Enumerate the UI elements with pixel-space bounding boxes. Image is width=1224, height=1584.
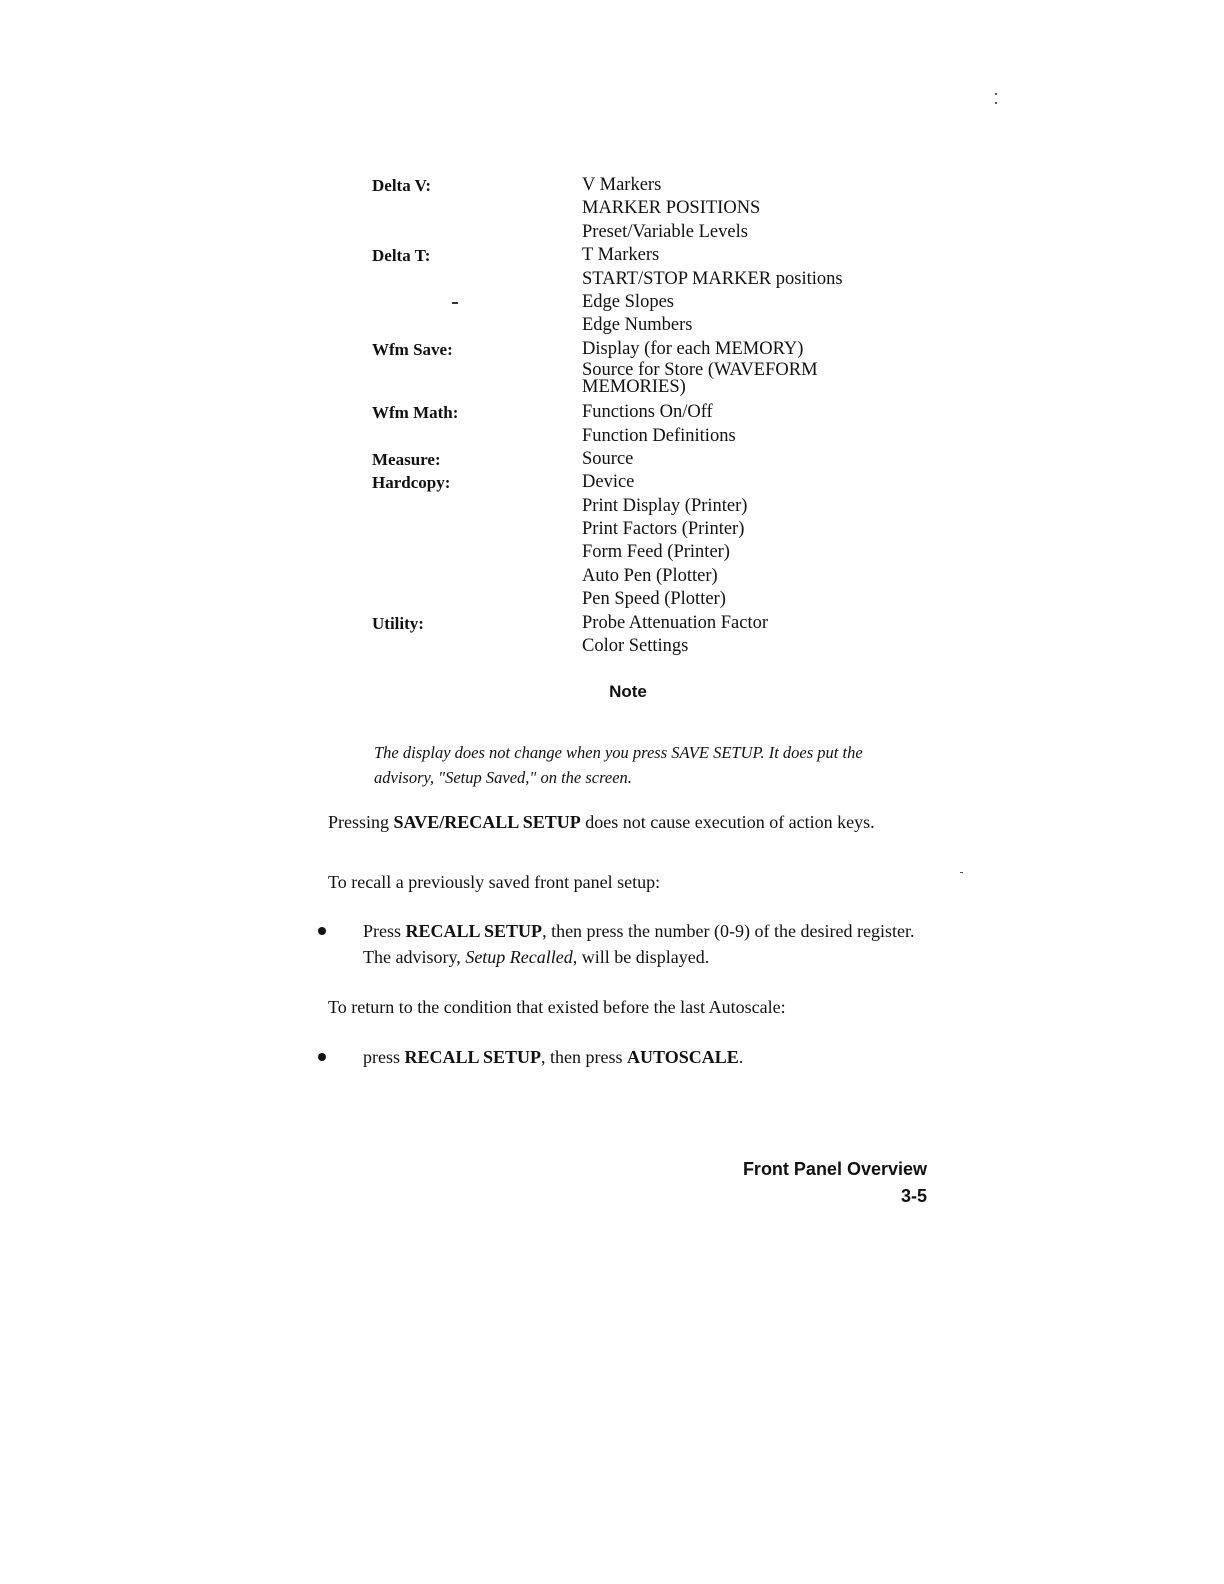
settings-row — [372, 221, 912, 244]
note-text-part: The display does not change when you press — [374, 743, 672, 762]
note-text — [374, 740, 894, 790]
settings-row — [372, 291, 912, 314]
settings-item: T Markers — [582, 245, 660, 266]
settings-row — [372, 495, 912, 518]
autoscale-intro-paragraph: To return to the condition that existed before the last Autoscale: — [328, 997, 786, 1017]
settings-category: Delta T: — [372, 246, 431, 266]
settings-category: Hardcopy: — [372, 473, 451, 493]
settings-item: Auto Pen (Plotter) — [582, 565, 718, 586]
settings-item: Preset/Variable Levels — [582, 221, 748, 242]
settings-category: Utility: — [372, 613, 424, 633]
settings-row — [372, 401, 912, 424]
bullet-text-part: Press — [363, 921, 406, 941]
bullet-icon — [318, 927, 326, 935]
settings-row — [372, 361, 912, 401]
settings-row — [372, 541, 912, 564]
settings-item: Probe Attenuation Factor — [582, 612, 768, 633]
settings-category: Delta V: — [372, 176, 432, 195]
bullet-text-part: press — [363, 1047, 405, 1067]
settings-item: Function Definitions — [582, 425, 736, 446]
bullet-text — [363, 1044, 923, 1070]
settings-row — [372, 338, 912, 361]
settings-item: Source — [582, 448, 634, 469]
settings-item: Print Display (Printer) — [582, 495, 748, 516]
footer-section-title: Front Panel Overview — [742, 1159, 927, 1179]
settings-table — [372, 174, 912, 658]
note-text-part: . It does put the advisory, "Setup Saved," on the screen. — [374, 743, 863, 787]
settings-row — [372, 244, 912, 267]
settings-item: Functions On/Off — [582, 402, 713, 423]
settings-item: Form Feed (Printer) — [582, 542, 730, 563]
settings-item: MARKER POSITIONS — [582, 198, 761, 219]
bullet-text-part: , then press the number (0-9) of the desired register. The advisory, — [363, 921, 915, 967]
key-name: RECALL SETUP — [405, 921, 543, 941]
settings-item: START/STOP MARKER positions — [582, 268, 843, 289]
settings-item: Print Factors (Printer) — [582, 519, 745, 540]
bullet-text-part: . — [738, 1047, 744, 1067]
paragraph-text: Pressing — [328, 812, 394, 832]
bullet-text — [363, 918, 923, 970]
settings-item: Device — [582, 472, 635, 493]
settings-row — [372, 425, 912, 448]
autoscale-bullet-item — [318, 1044, 938, 1070]
scan-speck — [995, 93, 997, 95]
bullet-text-part: , then press — [541, 1047, 628, 1067]
settings-row — [372, 471, 912, 494]
advisory-text: Setup Recalled — [465, 947, 573, 967]
scan-speck — [995, 102, 997, 104]
settings-category: Wfm Math: — [372, 403, 459, 423]
settings-item: Display (for each MEMORY) — [582, 338, 804, 359]
settings-item: Pen Speed (Plotter) — [582, 589, 726, 610]
settings-row — [372, 314, 912, 337]
settings-category: Wfm Save: — [372, 339, 453, 359]
settings-row — [372, 197, 912, 220]
settings-row — [372, 565, 912, 588]
settings-category: Measure: — [372, 449, 441, 469]
settings-item: Color Settings — [582, 636, 689, 657]
bullet-icon — [318, 1053, 326, 1061]
settings-item: Edge Slopes — [582, 291, 674, 312]
scan-speck — [960, 872, 963, 873]
footer-page-number: 3-5 — [900, 1186, 927, 1206]
key-name: SAVE/RECALL SETUP — [393, 812, 581, 832]
settings-row — [372, 612, 912, 635]
recall-bullet-item — [318, 918, 938, 970]
save-recall-paragraph — [328, 809, 948, 835]
settings-row — [372, 635, 912, 658]
settings-item: Edge Numbers — [582, 315, 693, 336]
scan-dash-mark — [452, 302, 458, 304]
settings-item: Source for Store (WAVEFORM MEMORIES) — [582, 360, 818, 398]
settings-row — [372, 448, 912, 471]
key-name: RECALL SETUP — [404, 1047, 542, 1067]
key-name: AUTOSCALE — [627, 1047, 739, 1067]
settings-row — [372, 268, 912, 291]
bullet-text-part: , will be displayed. — [572, 947, 710, 967]
note-key-name: SAVE SETUP — [671, 743, 761, 762]
settings-row — [372, 518, 912, 541]
page-footer — [743, 1156, 927, 1210]
note-heading: Note — [609, 682, 647, 701]
settings-item: V Markers — [582, 175, 662, 195]
paragraph-text: does not cause execution of action keys. — [580, 812, 875, 832]
settings-row — [372, 174, 912, 197]
settings-row — [372, 588, 912, 611]
recall-intro-paragraph: To recall a previously saved front panel setup: — [328, 872, 661, 892]
